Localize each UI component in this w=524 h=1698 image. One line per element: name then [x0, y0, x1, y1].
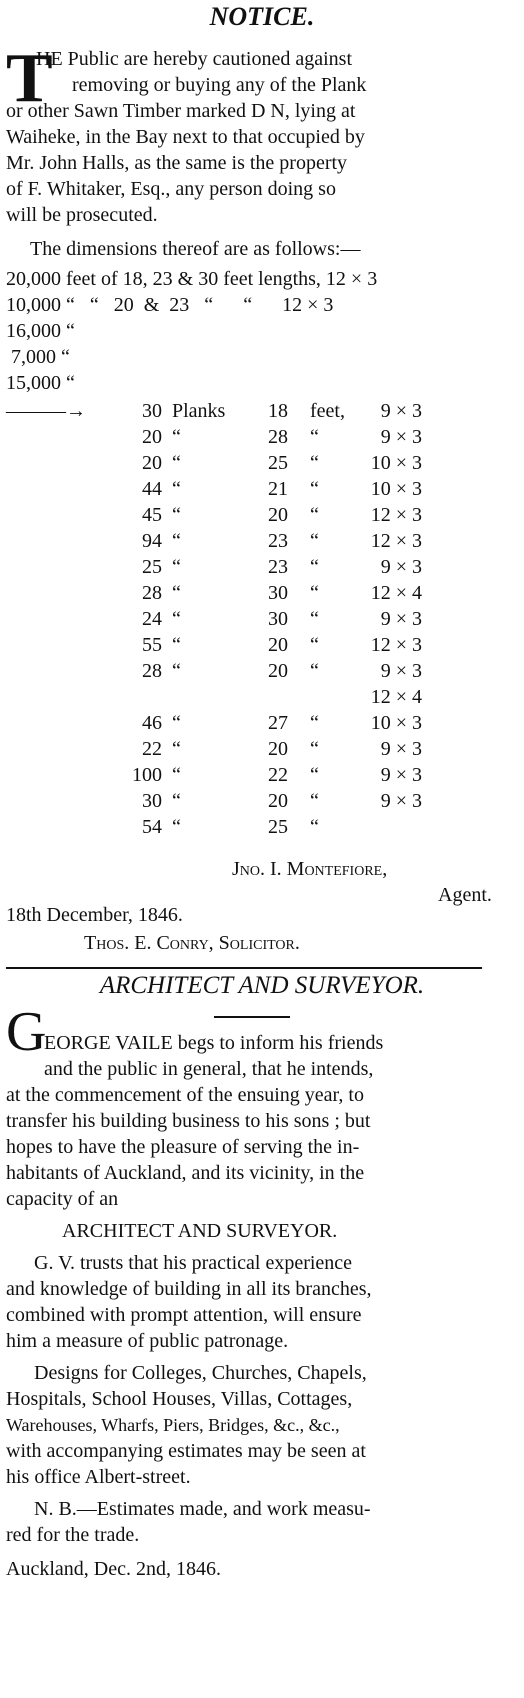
planks-size-cell: 9 × 3 [380, 790, 422, 812]
feet-row-3: 16,000 “ [6, 320, 75, 342]
planks-length-cell: 25 [268, 816, 288, 838]
notice-title: NOTICE. [209, 2, 315, 31]
arrow-mark: ———→ [6, 400, 86, 422]
advert-para1-line-4: transfer his building business to his sons ; but [6, 1110, 371, 1132]
notice-line-5: Mr. John Halls, as the same is the property [6, 152, 348, 174]
planks-lunit-cell: “ [310, 556, 319, 578]
planks-count-cell: 100 [132, 764, 162, 786]
planks-lunit-cell: “ [310, 738, 319, 760]
planks-unit-cell: “ [172, 634, 181, 656]
advert-para3-line-4: with accompanying estimates may be seen at [6, 1440, 366, 1462]
planks-unit-cell: “ [172, 504, 181, 526]
planks-length-cell: 20 [268, 634, 288, 656]
notice-line-7: will be prosecuted. [6, 204, 158, 226]
planks-count-cell: 54 [142, 816, 162, 838]
planks-lunit-cell: “ [310, 816, 319, 838]
planks-count-cell: 24 [142, 608, 162, 630]
feet-row-2: 10,000 “ “ 20 & 23 “ “ 12 × 3 [6, 294, 334, 316]
advert-para4-line-2: red for the trade. [6, 1524, 140, 1546]
planks-size-cell: 9 × 3 [380, 400, 422, 422]
planks-size-cell: 10 × 3 [370, 478, 422, 500]
planks-size-cell: 12 × 3 [370, 530, 422, 552]
advert-para2-line-2: and knowledge of building in all its branches, [6, 1278, 372, 1300]
planks-unit-cell: “ [172, 608, 181, 630]
planks-size-cell: 9 × 3 [380, 556, 422, 578]
feet-row-1: 20,000 feet of 18, 23 & 30 feet lengths, 12 × 3 [6, 268, 378, 290]
planks-lunit-cell: “ [310, 426, 319, 448]
title-rule [214, 1016, 290, 1018]
planks-count-cell: 30 [142, 400, 162, 422]
planks-length-cell: 21 [268, 478, 288, 500]
notice-line-2: removing or buying any of the Plank [72, 74, 367, 96]
planks-count-cell: 20 [142, 452, 162, 474]
planks-lunit-cell: “ [310, 478, 319, 500]
planks-length-cell: 23 [268, 556, 288, 578]
advert-subheading: ARCHITECT AND SURVEYOR. [62, 1220, 338, 1242]
planks-count-cell: 46 [142, 712, 162, 734]
planks-length-cell: 20 [268, 790, 288, 812]
planks-size-cell: 9 × 3 [380, 764, 422, 786]
planks-size-cell: 9 × 3 [380, 660, 422, 682]
advert-para1-line-5: hopes to have the pleasure of serving the in- [6, 1136, 360, 1158]
planks-length-cell: 22 [268, 764, 288, 786]
notice-line-1: HE Public are hereby cautioned against [36, 48, 352, 70]
notice-date: 18th December, 1846. [6, 904, 183, 926]
signature-name: Jno. I. Montefiore, [232, 858, 388, 880]
planks-unit-cell: “ [172, 452, 181, 474]
planks-length-cell: 18 [268, 400, 288, 422]
planks-count-cell: 30 [142, 790, 162, 812]
advert-para1-line-7: capacity of an [6, 1188, 119, 1210]
planks-count-cell: 28 [142, 660, 162, 682]
planks-lunit-cell: “ [310, 452, 319, 474]
planks-length-cell: 28 [268, 426, 288, 448]
planks-unit-cell: “ [172, 816, 181, 838]
planks-count-cell: 45 [142, 504, 162, 526]
planks-unit-cell: “ [172, 738, 181, 760]
planks-length-cell: 23 [268, 530, 288, 552]
planks-length-cell: 25 [268, 452, 288, 474]
planks-count-cell: 44 [142, 478, 162, 500]
planks-lunit-cell: “ [310, 660, 319, 682]
planks-lunit-cell: “ [310, 634, 319, 656]
planks-length-cell: 30 [268, 608, 288, 630]
signature-title: Agent. [438, 884, 492, 906]
advert-para2-line-1: G. V. trusts that his practical experience [34, 1252, 353, 1274]
planks-unit-cell: “ [172, 582, 181, 604]
planks-count-cell: 28 [142, 582, 162, 604]
advert-para2-line-4: him a measure of public patronage. [6, 1330, 289, 1352]
planks-size-cell: 10 × 3 [370, 712, 422, 734]
section-divider [6, 967, 482, 969]
feet-row-4: 7,000 “ [6, 346, 70, 368]
planks-size-cell: 10 × 3 [370, 452, 422, 474]
advert-para3-line-5: his office Albert-street. [6, 1466, 191, 1488]
planks-size-cell: 12 × 4 [370, 582, 422, 604]
planks-lunit-cell: “ [310, 712, 319, 734]
planks-count-cell: 55 [142, 634, 162, 656]
planks-size-cell: 12 × 3 [370, 634, 422, 656]
planks-unit-cell: “ [172, 530, 181, 552]
planks-length-cell: 20 [268, 504, 288, 526]
planks-lunit-cell: “ [310, 608, 319, 630]
planks-unit-cell: “ [172, 478, 181, 500]
planks-count-cell: 25 [142, 556, 162, 578]
planks-unit-cell: “ [172, 712, 181, 734]
notice-drop-cap: T [6, 40, 53, 117]
planks-lunit-cell: “ [310, 582, 319, 604]
planks-count-cell: 94 [142, 530, 162, 552]
planks-lunit-cell: “ [310, 790, 319, 812]
advert-para2-line-3: combined with prompt attention, will ensure [6, 1304, 362, 1326]
advert-para4-line-1: N. B.—Estimates made, and work measu- [34, 1498, 371, 1520]
planks-length-cell: 27 [268, 712, 288, 734]
planks-size-cell: 9 × 3 [380, 738, 422, 760]
planks-length-cell: 20 [268, 660, 288, 682]
advert-drop-cap: G [6, 1001, 47, 1063]
planks-size-cell: 12 × 3 [370, 504, 422, 526]
planks-length-cell: 20 [268, 738, 288, 760]
planks-lunit-cell: “ [310, 764, 319, 786]
planks-unit-cell: “ [172, 426, 181, 448]
notice-line-4: Waiheke, in the Bay next to that occupied by [6, 126, 365, 148]
advert-title: ARCHITECT AND SURVEYOR. [99, 972, 425, 999]
planks-length-cell: 30 [268, 582, 288, 604]
advert-para1-line-3: at the commencement of the ensuing year, to [6, 1084, 364, 1106]
planks-size-cell: 9 × 3 [380, 426, 422, 448]
advert-para3-line-3: Warehouses, Wharfs, Piers, Bridges, &c., &c., [6, 1415, 340, 1435]
planks-unit-cell: “ [172, 764, 181, 786]
notice-line-3: or other Sawn Timber marked D N, lying at [6, 100, 356, 122]
planks-size-cell: 12 × 4 [370, 686, 422, 708]
planks-count-cell: 20 [142, 426, 162, 448]
planks-lunit-cell: “ [310, 530, 319, 552]
planks-count-cell: 22 [142, 738, 162, 760]
advert-para1-line-6: habitants of Auckland, and its vicinity, in the [6, 1162, 365, 1184]
planks-unit-cell: “ [172, 556, 181, 578]
planks-lunit-cell: “ [310, 504, 319, 526]
solicitor-line: Thos. E. Conry, Solicitor. [84, 932, 300, 954]
notice-line-6: of F. Whitaker, Esq., any person doing so [6, 178, 336, 200]
planks-unit-cell: “ [172, 660, 181, 682]
feet-row-5: 15,000 “ [6, 372, 75, 394]
planks-unit-cell: Planks [172, 400, 226, 422]
dimensions-intro: The dimensions thereof are as follows:— [30, 238, 361, 260]
advert-para3-line-1: Designs for Colleges, Churches, Chapels, [34, 1362, 367, 1384]
advert-date: Auckland, Dec. 2nd, 1846. [6, 1558, 221, 1580]
advert-para1-line-2: and the public in general, that he intends, [44, 1058, 374, 1080]
advert-para3-line-2: Hospitals, School Houses, Villas, Cottages, [6, 1388, 353, 1410]
planks-size-cell: 9 × 3 [380, 608, 422, 630]
advert-para1-line-1: EORGE VAILE begs to inform his friends [44, 1032, 384, 1054]
planks-lunit-cell: feet, [310, 400, 345, 422]
planks-unit-cell: “ [172, 790, 181, 812]
